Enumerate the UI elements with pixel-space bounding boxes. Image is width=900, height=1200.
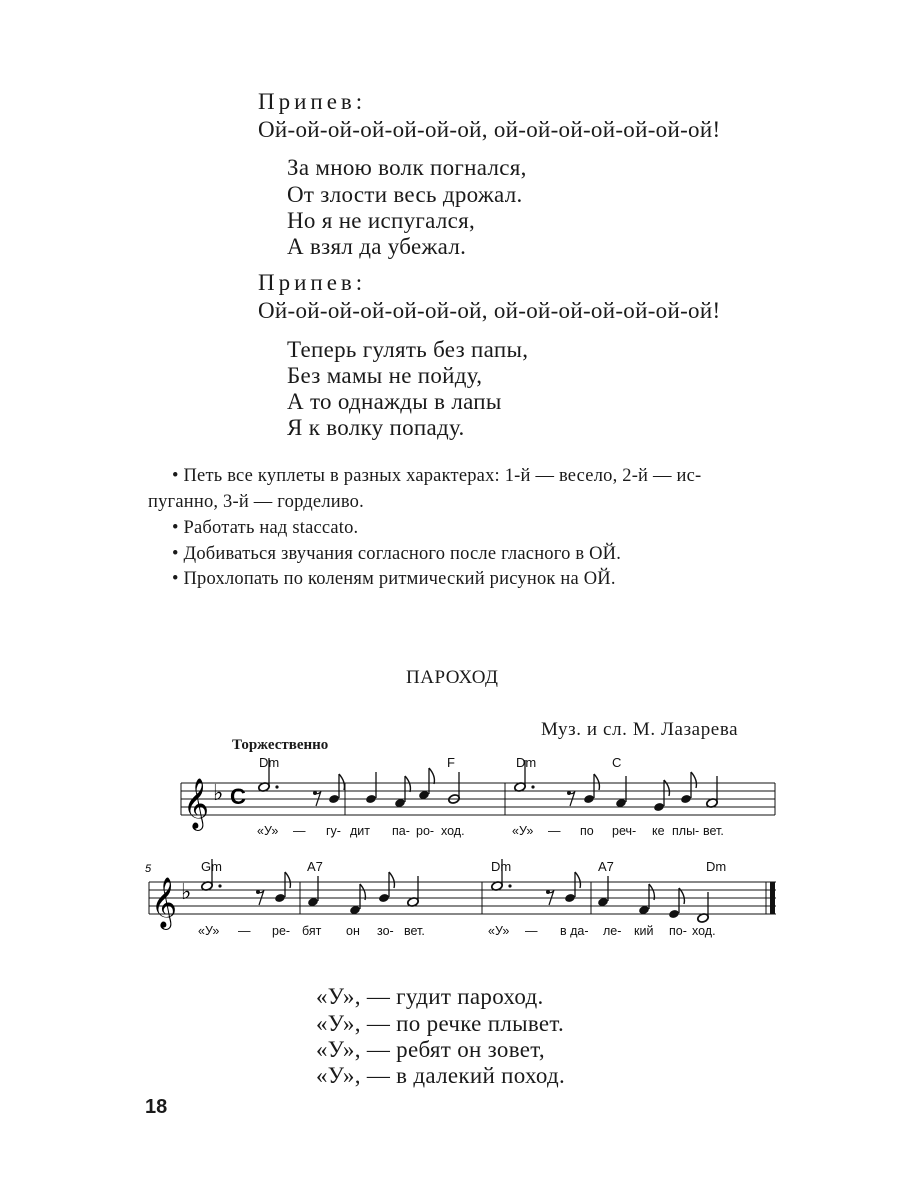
lyric-syllable: —	[548, 824, 561, 838]
lyric-syllable: «У»	[488, 924, 510, 938]
chord-symbol: Dm	[259, 755, 280, 770]
lyric-syllable: зо-	[377, 924, 394, 938]
note	[365, 772, 377, 804]
note	[418, 768, 434, 800]
note	[638, 884, 654, 915]
note	[583, 774, 599, 804]
note	[668, 888, 684, 919]
measure-number: 5	[145, 863, 152, 875]
common-time-icon: C	[230, 784, 246, 809]
lyric-syllable: кий	[634, 924, 654, 938]
instruction-1-line-1: • Петь все куплеты в разных характерах: 1-й — весело, 2-й — ис-	[172, 466, 702, 486]
chorus-label-2: Припев:	[258, 270, 367, 295]
lyric-syllable: «У»	[257, 824, 279, 838]
note	[349, 884, 365, 915]
lyric-syllable: бят	[302, 924, 322, 938]
flat-key-icon: ♭	[181, 879, 192, 904]
note	[378, 872, 394, 903]
lyric-syllable: ре-	[272, 924, 291, 938]
chord-symbol: F	[447, 755, 455, 770]
lyric-syllable: па-	[392, 824, 410, 838]
note	[407, 876, 420, 907]
verse2-line-2: От злости весь дрожал.	[287, 182, 523, 207]
chorus-label-1: Припев:	[258, 89, 367, 114]
verse3-line-3: А то однажды в лапы	[287, 389, 502, 414]
chord-symbol: Dm	[706, 859, 727, 874]
chord-symbol: A7	[598, 859, 614, 874]
lyric-syllable: ле-	[603, 924, 622, 938]
flat-key-icon: ♭	[213, 780, 224, 805]
lyric-syllable: по	[580, 824, 594, 838]
note	[274, 872, 290, 903]
note	[448, 772, 461, 804]
lyric-syllable: «У»	[512, 824, 534, 838]
note	[328, 774, 344, 804]
note	[564, 872, 580, 903]
lyric-syllable: вет.	[703, 824, 724, 838]
chord-symbol: C	[612, 755, 622, 770]
chord-symbol: Dm	[516, 755, 537, 770]
lyric-syllable: —	[525, 924, 538, 938]
chorus-line-2: Ой-ой-ой-ой-ой-ой-ой, ой-ой-ой-ой-ой-ой-ой!	[258, 298, 721, 323]
song-title: ПАРОХОД	[406, 667, 499, 688]
staff-2	[145, 859, 776, 938]
note	[615, 776, 627, 808]
instruction-4: • Прохлопать по коленям ритмический рисунок на ОЙ.	[172, 569, 616, 589]
staff-1	[181, 755, 775, 838]
treble-clef-icon: 𝄞	[183, 779, 210, 828]
note	[706, 776, 719, 808]
chorus-line-1: Ой-ой-ой-ой-ой-ой-ой, ой-ой-ой-ой-ой-ой-ой!	[258, 117, 721, 142]
note	[697, 892, 710, 923]
lyric-syllable: ке	[652, 824, 665, 838]
song-text-line-1: «У», — гудит пароход.	[316, 984, 544, 1009]
final-barline-thick	[770, 882, 775, 914]
lyric-syllable: гу-	[326, 824, 341, 838]
note	[394, 776, 410, 808]
page-number: 18	[145, 1096, 168, 1118]
lyric-syllable: ро-	[416, 824, 435, 838]
composer-credit: Муз. и сл. М. Лазарева	[541, 719, 739, 740]
verse3-line-4: Я к волку попаду.	[287, 415, 465, 440]
song-text-line-3: «У», — ребят он зовет,	[316, 1037, 545, 1062]
lyric-syllable: «У»	[198, 924, 220, 938]
chord-symbol: Dm	[491, 859, 512, 874]
note	[307, 876, 319, 907]
lyric-syllable: ход.	[441, 824, 465, 838]
instruction-1-line-2: пуганно, 3-й — горделиво.	[148, 492, 364, 512]
instruction-3: • Добиваться звучания согласного после гласного в ОЙ.	[172, 544, 622, 564]
tempo-marking: Торжественно	[232, 737, 329, 753]
lyric-syllable: —	[293, 824, 306, 838]
chord-symbol: Gm	[201, 859, 222, 874]
lyric-syllable: в да-	[560, 924, 589, 938]
chord-symbol: A7	[307, 859, 323, 874]
song-text-line-2: «У», — по речке плывет.	[316, 1011, 565, 1036]
instruction-2: • Работать над staccato.	[172, 518, 359, 538]
lyric-syllable: вет.	[404, 924, 425, 938]
note	[597, 876, 609, 907]
verse2-line-1: За мною волк погнался,	[287, 155, 527, 180]
verse2-line-4: А взял да убежал.	[287, 234, 467, 259]
lyric-syllable: ход.	[692, 924, 716, 938]
verse2-line-3: Но я не испугался,	[287, 208, 476, 233]
lyric-syllable: плы-	[672, 824, 700, 838]
lyric-syllable: —	[238, 924, 251, 938]
treble-clef-icon: 𝄞	[151, 878, 178, 927]
lyric-syllable: по-	[669, 924, 687, 938]
verse3-line-2: Без мамы не пойду,	[287, 363, 483, 388]
song-text-line-4: «У», — в далекий поход.	[316, 1063, 566, 1088]
lyric-syllable: дит	[350, 824, 371, 838]
lyric-syllable: реч-	[612, 824, 637, 838]
verse3-line-1: Теперь гулять без папы,	[287, 337, 529, 362]
lyric-syllable: он	[346, 924, 360, 938]
